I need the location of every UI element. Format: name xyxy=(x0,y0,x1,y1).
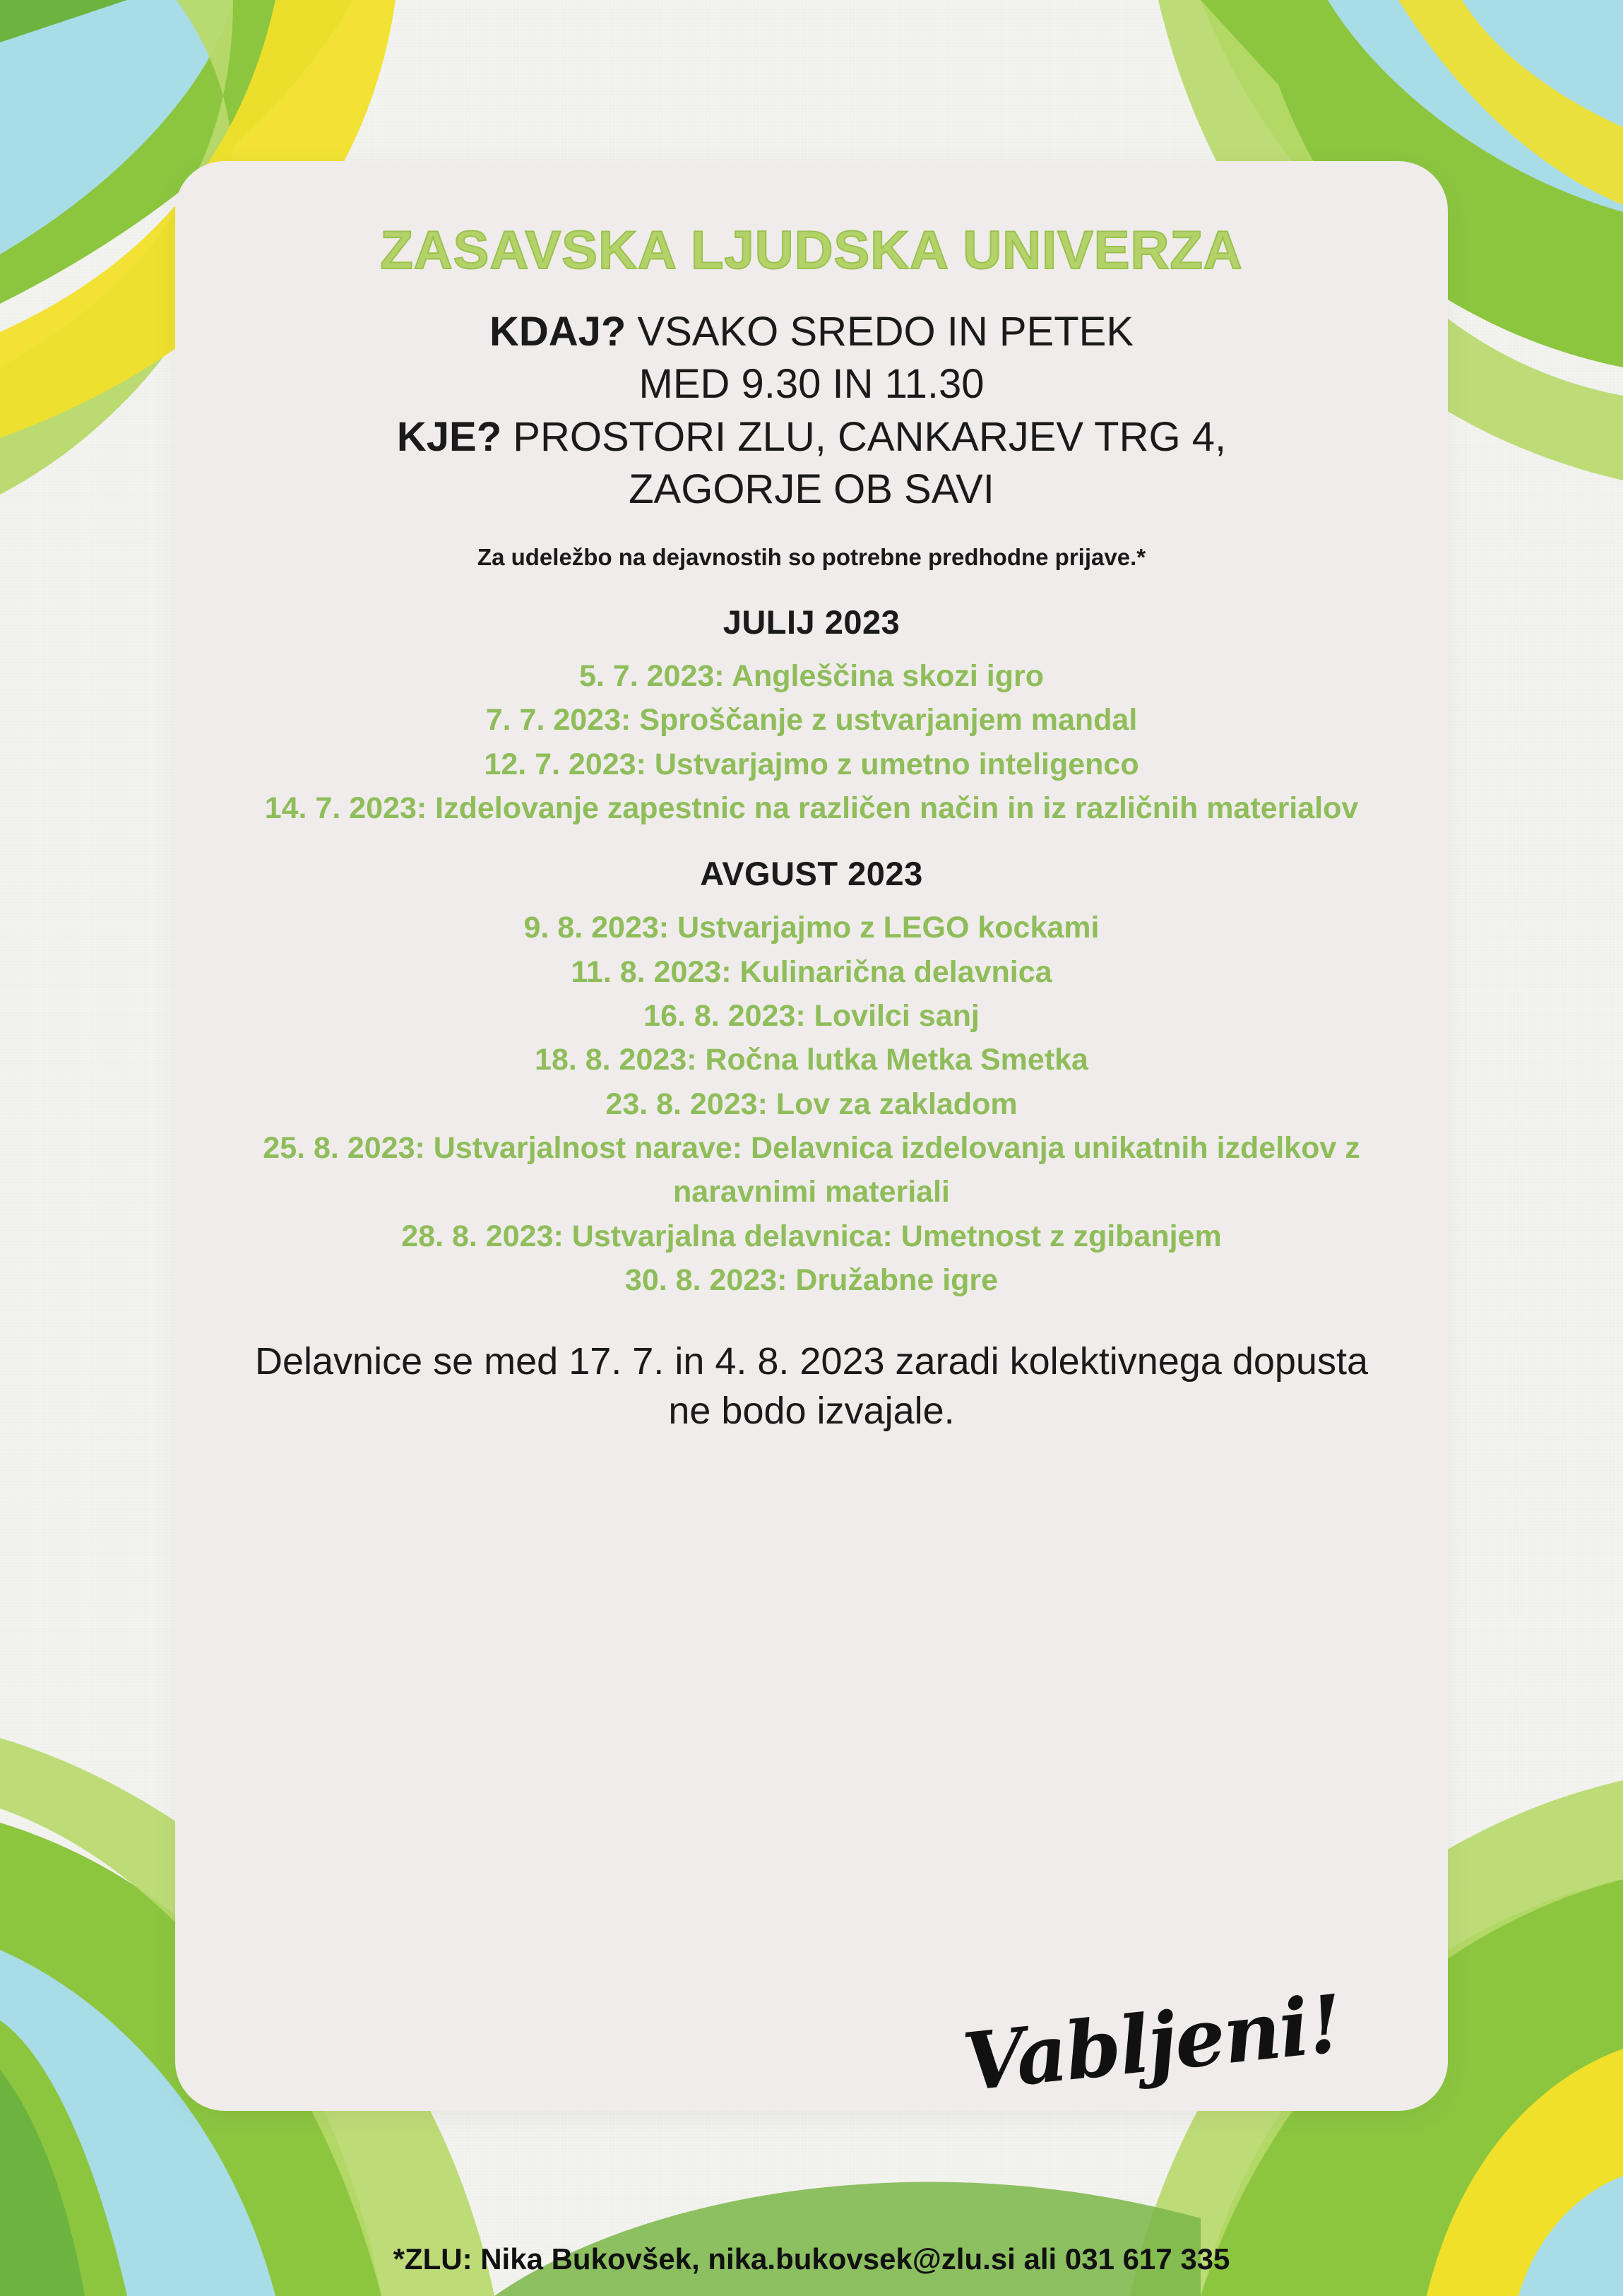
event-list-july xyxy=(239,654,1384,830)
list-item: 30. 8. 2023: Družabne igre xyxy=(624,1263,999,1298)
where-value: PROSTORI ZLU, CANKARJEV TRG 4, xyxy=(501,413,1227,460)
where-label: KJE? xyxy=(396,413,502,460)
where-line xyxy=(232,411,1391,463)
list-item: 16. 8. 2023: Lovilci sanj xyxy=(643,999,980,1033)
list-item: 12. 7. 2023: Ustvarjajmo z umetno inteligenco xyxy=(484,747,1139,781)
list-item: 7. 7. 2023: Sproščanje z ustvarjanjem mandal xyxy=(485,703,1138,738)
closing-note: Delavnice se med 17. 7. in 4. 8. 2023 zaradi kolektivnega dopusta ne bodo izvajale. xyxy=(255,1340,1368,1432)
when-time: MED 9.30 IN 11.30 xyxy=(638,361,985,408)
month-heading-july: JULIJ 2023 xyxy=(723,603,900,641)
list-item: 25. 8. 2023: Ustvarjalnost narave: Delavnica izdelovanja unikatnih izdelkov z naravnimi materiali xyxy=(263,1131,1360,1209)
when-line xyxy=(232,306,1391,358)
contact-footer: *ZLU: Nika Bukovšek, nika.bukovsek@zlu.si ali 031 617 335 xyxy=(393,2242,1230,2276)
event-list-august xyxy=(239,906,1384,1302)
list-item: 9. 8. 2023: Ustvarjajmo z LEGO kockami xyxy=(523,911,1100,945)
sign-off-script: Vabljeni! xyxy=(958,1977,1346,2109)
list-item: 11. 8. 2023: Kulinarična delavnica xyxy=(571,954,1052,989)
when-value: VSAKO SREDO IN PETEK xyxy=(626,309,1134,355)
list-item: 23. 8. 2023: Lov za zakladom xyxy=(605,1087,1018,1121)
registration-note: Za udeležbo na dejavnostih so potrebne predhodne prijave.* xyxy=(477,544,1146,571)
where-value-second-line: ZAGORJE OB SAVI xyxy=(629,466,994,512)
list-item: 5. 7. 2023: Angleščina skozi igro xyxy=(579,658,1044,693)
list-item: 14. 7. 2023: Izdelovanje zapestnic na različen način in iz različnih materialov xyxy=(264,791,1359,825)
list-item: 18. 8. 2023: Ročna lutka Metka Smetka xyxy=(535,1043,1088,1077)
organization-title: ZASAVSKA LJUDSKA UNIVERZA xyxy=(380,220,1243,280)
poster-card xyxy=(175,161,1448,2111)
when-label: KDAJ? xyxy=(489,309,626,355)
poster-content xyxy=(175,161,1448,1436)
ribbon-bottom-sweep xyxy=(494,2182,1201,2296)
list-item: 28. 8. 2023: Ustvarjalna delavnica: Umetnost z zgibanjem xyxy=(401,1219,1222,1253)
month-heading-august: AVGUST 2023 xyxy=(700,855,923,893)
when-where-block xyxy=(232,306,1391,516)
